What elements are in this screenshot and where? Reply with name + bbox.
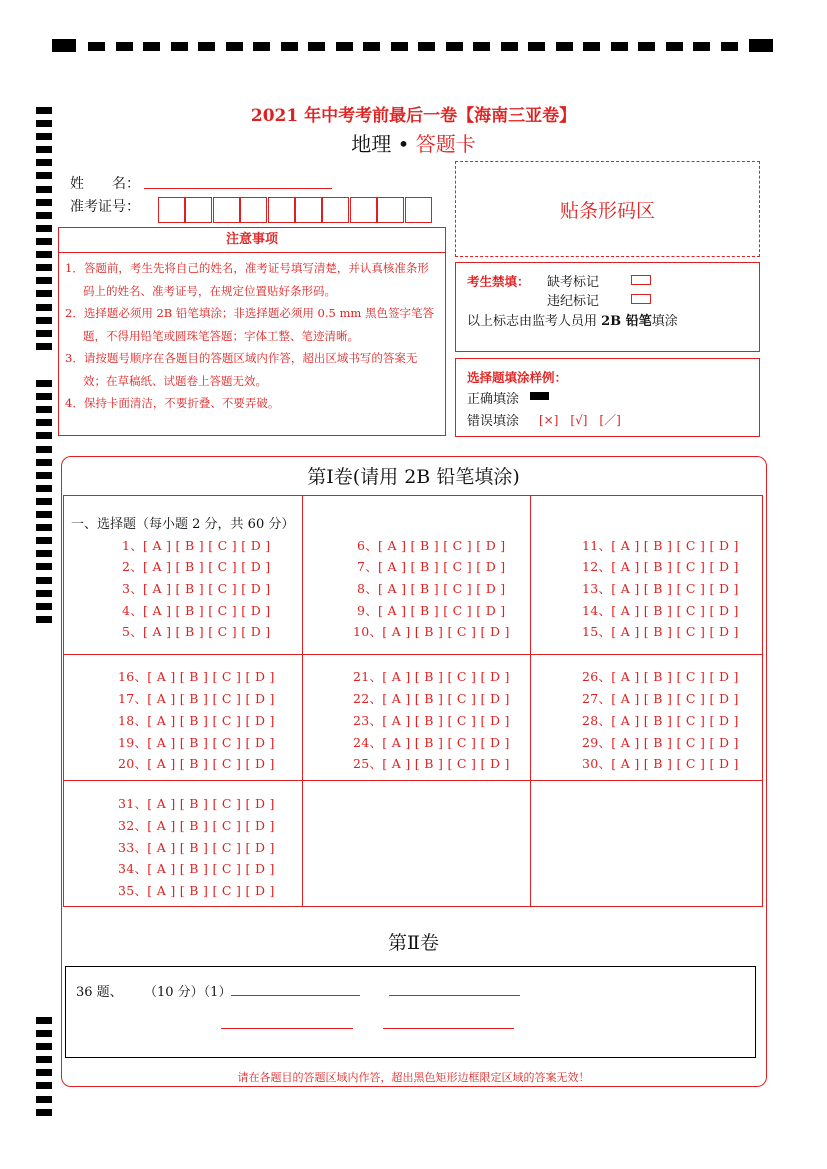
timing-mark: [143, 42, 160, 51]
timing-mark: [36, 537, 52, 544]
q36-label: 36 题、: [76, 985, 123, 1000]
grid-divider: [530, 495, 531, 907]
timing-mark: [88, 42, 105, 51]
timing-mark: [638, 42, 655, 51]
timing-mark: [391, 42, 408, 51]
forbidden-note: [467, 310, 678, 329]
question-21[interactable]: 21、[ A ] [ B ] [ C ] [ D ]: [353, 669, 510, 684]
note-bold: 2B 铅笔: [601, 314, 652, 329]
timing-mark: [721, 42, 738, 51]
timing-mark: [36, 199, 52, 206]
timing-mark: [528, 42, 545, 51]
timing-mark: [36, 264, 52, 271]
timing-mark: [36, 1030, 52, 1037]
timing-mark: [666, 42, 683, 51]
timing-mark: [693, 42, 710, 51]
timing-mark: [226, 42, 243, 51]
card-name: 答题卡: [415, 132, 476, 156]
question-35[interactable]: 35、[ A ] [ B ] [ C ] [ D ]: [118, 883, 275, 898]
timing-mark: [446, 42, 463, 51]
timing-mark: [583, 42, 600, 51]
footer-warning: 请在各题目的答题区域内作答，超出黑色矩形边框限定区域的答案无效！: [237, 1071, 590, 1084]
timing-mark: [473, 42, 490, 51]
choice-heading: 一、选择题（每小题 2 分，共 60 分）: [71, 517, 295, 532]
question-9[interactable]: 9、[ A ] [ B ] [ C ] [ D ]: [357, 603, 506, 618]
question-33[interactable]: 33、[ A ] [ B ] [ C ] [ D ]: [118, 840, 275, 855]
exam-id-digit-box[interactable]: [158, 197, 185, 223]
exam-id-digit-box[interactable]: [185, 197, 212, 223]
sample-title: 选择题填涂样例：: [467, 370, 568, 385]
timing-mark: [36, 1096, 52, 1103]
name-field[interactable]: [144, 188, 332, 189]
question-22[interactable]: 22、[ A ] [ B ] [ C ] [ D ]: [353, 691, 510, 706]
timing-mark: [36, 577, 52, 584]
question-26[interactable]: 26、[ A ] [ B ] [ C ] [ D ]: [582, 669, 739, 684]
timing-mark: [36, 186, 52, 193]
violation-label: 违纪标记: [547, 294, 600, 309]
question-5[interactable]: 5、[ A ] [ B ] [ C ] [ D ]: [122, 624, 271, 639]
section1-title: 第Ⅰ卷(请用 2B 铅笔填涂): [307, 466, 520, 488]
timing-mark: [281, 42, 298, 51]
forbidden-title: 考生禁填：: [467, 274, 530, 289]
timing-mark: [36, 304, 52, 311]
question-10[interactable]: 10、[ A ] [ B ] [ C ] [ D ]: [353, 624, 510, 639]
correct-fill-sample: [530, 392, 549, 400]
timing-mark: [171, 42, 188, 51]
question-7[interactable]: 7、[ A ] [ B ] [ C ] [ D ]: [357, 559, 506, 574]
notice-item: 3．请按题号顺序在各题目的答题区域内作答，超出区域书写的答案无效；在草稿纸、试题卷上答题无效。: [65, 351, 418, 388]
timing-mark: [501, 42, 518, 51]
answer-line[interactable]: [383, 1028, 514, 1029]
timing-mark: [36, 550, 52, 557]
exam-id-digit-box[interactable]: [268, 197, 295, 223]
grid-divider: [63, 780, 763, 781]
name-label: 姓 名：: [70, 176, 140, 192]
timing-mark: [36, 1017, 52, 1024]
timing-mark: [336, 42, 353, 51]
exam-id-digit-box[interactable]: [295, 197, 322, 223]
timing-mark: [36, 590, 52, 597]
timing-mark: [418, 42, 435, 51]
question-18[interactable]: 18、[ A ] [ B ] [ C ] [ D ]: [118, 713, 275, 728]
timing-mark: [36, 343, 52, 350]
question-1[interactable]: 1、[ A ] [ B ] [ C ] [ D ]: [122, 538, 271, 553]
grid-divider: [302, 495, 303, 907]
timing-mark: [36, 498, 52, 505]
question-28[interactable]: 28、[ A ] [ B ] [ C ] [ D ]: [582, 713, 739, 728]
timing-mark: [198, 42, 215, 51]
question-19[interactable]: 19、[ A ] [ B ] [ C ] [ D ]: [118, 735, 275, 750]
timing-mark: [36, 432, 52, 439]
timing-mark: [36, 172, 52, 179]
question-30[interactable]: 30、[ A ] [ B ] [ C ] [ D ]: [582, 756, 739, 771]
timing-mark: [36, 446, 52, 453]
timing-mark: [36, 419, 52, 426]
question-36-box: [65, 966, 756, 1058]
correct-label: 正确填涂: [467, 392, 520, 407]
question-25[interactable]: 25、[ A ] [ B ] [ C ] [ D ]: [353, 756, 510, 771]
question-8[interactable]: 8、[ A ] [ B ] [ C ] [ D ]: [357, 581, 506, 596]
notice-item: 2．选择题必须用 2B 铅笔填涂；非选择题必须用 0.5 mm 黑色签字笔答题，不得用铅笔或圆珠笔答题；字体工整、笔迹清晰。: [65, 306, 434, 343]
question-4[interactable]: 4、[ A ] [ B ] [ C ] [ D ]: [122, 603, 271, 618]
note-suffix: 填涂: [651, 314, 678, 329]
q36-score: （10 分）（1）: [144, 985, 232, 1000]
question-27[interactable]: 27、[ A ] [ B ] [ C ] [ D ]: [582, 691, 739, 706]
question-23[interactable]: 23、[ A ] [ B ] [ C ] [ D ]: [353, 713, 510, 728]
answer-line[interactable]: [221, 1028, 353, 1029]
absent-label: 缺考标记: [547, 275, 600, 290]
question-31[interactable]: 31、[ A ] [ B ] [ C ] [ D ]: [118, 796, 275, 811]
sample-box: [455, 358, 760, 437]
exam-id-digit-box[interactable]: [350, 197, 377, 223]
question-6[interactable]: 6、[ A ] [ B ] [ C ] [ D ]: [357, 538, 506, 553]
question-24[interactable]: 24、[ A ] [ B ] [ C ] [ D ]: [353, 735, 510, 750]
timing-mark: [36, 251, 52, 258]
absent-mark-box[interactable]: [631, 275, 651, 285]
timing-mark: [36, 603, 52, 610]
exam-title: 2021 年中考考前最后一卷【海南三亚卷】: [250, 106, 577, 126]
timing-mark: [253, 42, 270, 51]
question-13[interactable]: 13、[ A ] [ B ] [ C ] [ D ]: [582, 581, 739, 596]
question-12[interactable]: 12、[ A ] [ B ] [ C ] [ D ]: [582, 559, 739, 574]
question-29[interactable]: 29、[ A ] [ B ] [ C ] [ D ]: [582, 735, 739, 750]
exam-id-digit-box[interactable]: [322, 197, 349, 223]
barcode-label: 贴条形码区: [559, 199, 655, 222]
timing-mark: [36, 317, 52, 324]
timing-mark: [36, 1056, 52, 1063]
wrong-marks: [×] [√] [／]: [539, 413, 621, 427]
question-20[interactable]: 20、[ A ] [ B ] [ C ] [ D ]: [118, 756, 275, 771]
question-32[interactable]: 32、[ A ] [ B ] [ C ] [ D ]: [118, 818, 275, 833]
answer-line[interactable]: [389, 995, 520, 996]
timing-mark: [36, 1043, 52, 1050]
notice-heading: 注意事项: [59, 228, 445, 253]
question-16[interactable]: 16、[ A ] [ B ] [ C ] [ D ]: [118, 669, 275, 684]
timing-mark: [36, 406, 52, 413]
notice-item: 4．保持卡面清洁，不要折叠、不要弄破。: [65, 396, 280, 410]
wrong-label: 错误填涂: [467, 414, 520, 429]
timing-mark: [611, 42, 628, 51]
timing-mark: [36, 380, 52, 387]
timing-mark: [308, 42, 325, 51]
exam-id-digit-box[interactable]: [240, 197, 267, 223]
timing-mark: [36, 511, 52, 518]
timing-mark: [36, 524, 52, 531]
timing-mark: [36, 393, 52, 400]
grid-divider: [63, 654, 763, 655]
question-15[interactable]: 15、[ A ] [ B ] [ C ] [ D ]: [582, 624, 739, 639]
question-3[interactable]: 3、[ A ] [ B ] [ C ] [ D ]: [122, 581, 271, 596]
card-title: [0, 128, 827, 157]
answer-line[interactable]: [231, 995, 360, 996]
subject-label: 地理: [351, 132, 392, 156]
exam-id-label: 准考证号：: [70, 199, 140, 215]
question-34[interactable]: 34、[ A ] [ B ] [ C ] [ D ]: [118, 861, 275, 876]
notice-box: [58, 227, 446, 436]
section2-title: 第Ⅱ卷: [388, 932, 439, 954]
timing-mark: [52, 39, 76, 52]
violation-mark-box[interactable]: [631, 294, 651, 304]
timing-mark: [749, 39, 773, 52]
question-17[interactable]: 17、[ A ] [ B ] [ C ] [ D ]: [118, 691, 275, 706]
timing-mark: [36, 1109, 52, 1116]
forbidden-box: [455, 262, 760, 352]
timing-mark: [36, 330, 52, 337]
note-prefix: 以上标志由监考人员用: [467, 314, 602, 329]
barcode-area: [455, 161, 760, 257]
exam-id-digit-box[interactable]: [377, 197, 404, 223]
timing-mark: [363, 42, 380, 51]
question-11[interactable]: 11、[ A ] [ B ] [ C ] [ D ]: [582, 538, 739, 553]
timing-mark: [36, 159, 52, 166]
timing-mark: [36, 290, 52, 297]
timing-mark: [36, 563, 52, 570]
timing-mark: [36, 277, 52, 284]
timing-mark: [36, 238, 52, 245]
timing-mark: [116, 42, 133, 51]
question-14[interactable]: 14、[ A ] [ B ] [ C ] [ D ]: [582, 603, 739, 618]
title-dot: •: [397, 132, 410, 156]
timing-mark: [556, 42, 573, 51]
timing-mark: [36, 212, 52, 219]
question-2[interactable]: 2、[ A ] [ B ] [ C ] [ D ]: [122, 559, 271, 574]
exam-id-digit-box[interactable]: [405, 197, 432, 223]
exam-id-digit-box[interactable]: [213, 197, 240, 223]
notice-item: 1．答题前，考生先将自己的姓名，准考证号填写清楚，并认真核准条形码上的姓名、准考证号，在规定位置贴好条形码。: [65, 261, 429, 298]
timing-mark: [36, 225, 52, 232]
timing-mark: [36, 616, 52, 623]
